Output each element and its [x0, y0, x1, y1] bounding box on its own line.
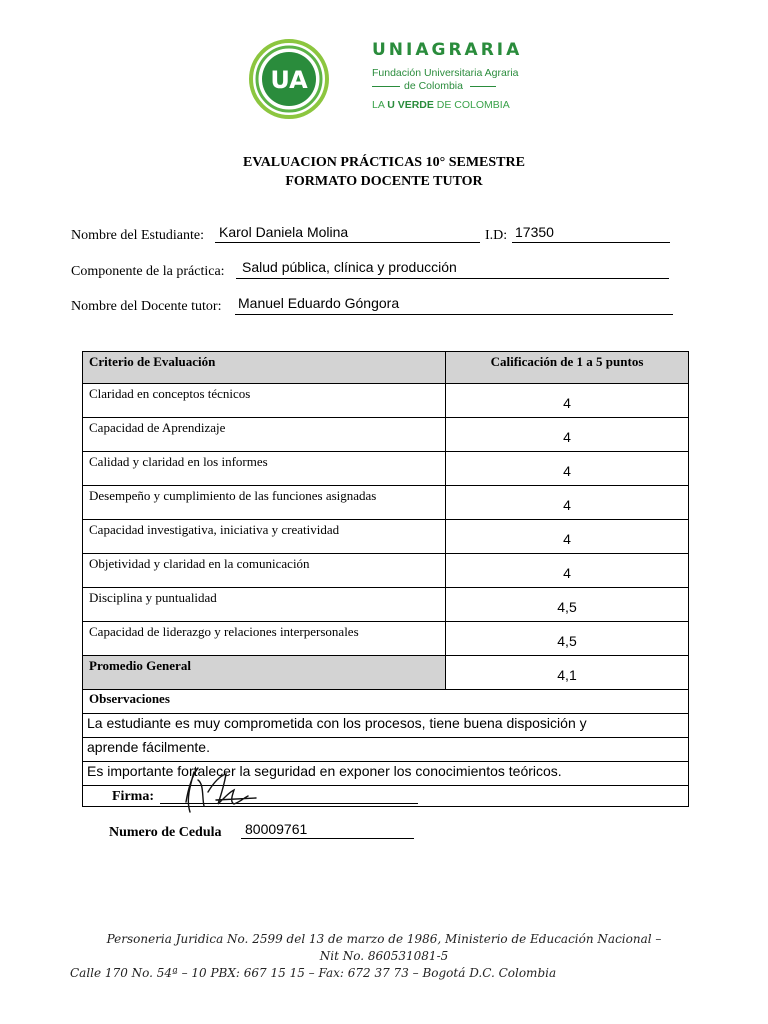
- average-row: [83, 656, 689, 690]
- criterion-cell: Calidad y claridad en los informes: [83, 452, 446, 486]
- brand-divider-left: [372, 86, 400, 87]
- slogan-suffix: DE COLOMBIA: [436, 99, 510, 111]
- uniagraria-logo: [244, 38, 544, 120]
- criterion-cell: Capacidad investigativa, iniciativa y creatividad: [83, 520, 446, 554]
- cedula-value: 80009761: [245, 821, 308, 837]
- criterion-cell: Objetividad y claridad en la comunicación: [83, 554, 446, 588]
- score-cell: 4,5: [446, 588, 689, 622]
- ua-emblem-icon: [244, 38, 364, 120]
- document-title: EVALUACION PRÁCTICAS 10° SEMESTRE: [243, 155, 525, 170]
- table-row: [83, 554, 689, 588]
- slogan-prefix: LA: [372, 99, 385, 111]
- observation-row: [83, 714, 689, 738]
- brand-name: UNIAGRARIA: [372, 40, 523, 60]
- header-score: Calificación de 1 a 5 puntos: [446, 352, 689, 384]
- observation-line: aprende fácilmente.: [83, 738, 689, 762]
- criterion-cell: Capacidad de Aprendizaje: [83, 418, 446, 452]
- score-cell: 4: [446, 520, 689, 554]
- document-subtitle: FORMATO DOCENTE TUTOR: [285, 174, 483, 189]
- firma-label: Firma:: [112, 789, 154, 804]
- brand-subtitle-2: de Colombia: [404, 80, 463, 92]
- student-name-value: Karol Daniela Molina: [219, 224, 349, 240]
- tutor-label: Nombre del Docente tutor:: [71, 299, 222, 314]
- footer-line-1: Personeria Juridica No. 2599 del 13 de marzo de 1986, Ministerio de Educación Nacional –: [106, 932, 662, 946]
- component-label: Componente de la práctica:: [71, 264, 225, 279]
- table-row: [83, 520, 689, 554]
- score-cell: 4: [446, 384, 689, 418]
- table-row: [83, 418, 689, 452]
- observations-header-row: [83, 690, 689, 714]
- brand-subtitle-1: Fundación Universitaria Agraria: [372, 67, 519, 79]
- id-label: I.D:: [485, 228, 508, 243]
- table-row: [83, 622, 689, 656]
- score-cell: 4: [446, 452, 689, 486]
- criterion-cell: Capacidad de liderazgo y relaciones interpersonales: [83, 622, 446, 656]
- table-row: [83, 486, 689, 520]
- criterion-cell: Claridad en conceptos técnicos: [83, 384, 446, 418]
- criterion-cell: Disciplina y puntualidad: [83, 588, 446, 622]
- brand-divider-right: [470, 86, 496, 87]
- observation-line: Es importante fortalecer la seguridad en exponer los conocimientos teóricos.: [83, 762, 689, 786]
- score-cell: 4: [446, 554, 689, 588]
- average-label: Promedio General: [83, 656, 446, 690]
- student-label: Nombre del Estudiante:: [71, 228, 204, 243]
- logo-monogram: UA: [270, 66, 308, 94]
- observation-row: [83, 738, 689, 762]
- slogan-bold: U VERDE: [387, 99, 434, 111]
- score-cell: 4: [446, 486, 689, 520]
- table-row: [83, 588, 689, 622]
- footer-line-2: Nit No. 860531081-5: [319, 949, 449, 963]
- footer-line-3: Calle 170 No. 54ª – 10 PBX: 667 15 15 – Fax: 672 37 73 – Bogotá D.C. Colombia: [70, 966, 557, 980]
- cedula-label: Numero de Cedula: [109, 825, 222, 840]
- score-cell: 4,5: [446, 622, 689, 656]
- handwritten-signature: [168, 762, 268, 818]
- evaluation-table: [82, 351, 689, 807]
- table-row: [83, 452, 689, 486]
- average-value: 4,1: [446, 656, 689, 690]
- observation-line: La estudiante es muy comprometida con los procesos, tiene buena disposición y: [83, 714, 689, 738]
- criterion-cell: Desempeño y cumplimiento de las funciones asignadas: [83, 486, 446, 520]
- header-criteria: Criterio de Evaluación: [83, 352, 446, 384]
- table-row: [83, 384, 689, 418]
- observations-label: Observaciones: [83, 690, 689, 714]
- component-value: Salud pública, clínica y producción: [242, 259, 457, 275]
- tutor-name-value: Manuel Eduardo Góngora: [238, 295, 400, 311]
- brand-slogan: [372, 99, 510, 111]
- score-cell: 4: [446, 418, 689, 452]
- table-header-row: [83, 352, 689, 384]
- id-value: 17350: [515, 224, 554, 240]
